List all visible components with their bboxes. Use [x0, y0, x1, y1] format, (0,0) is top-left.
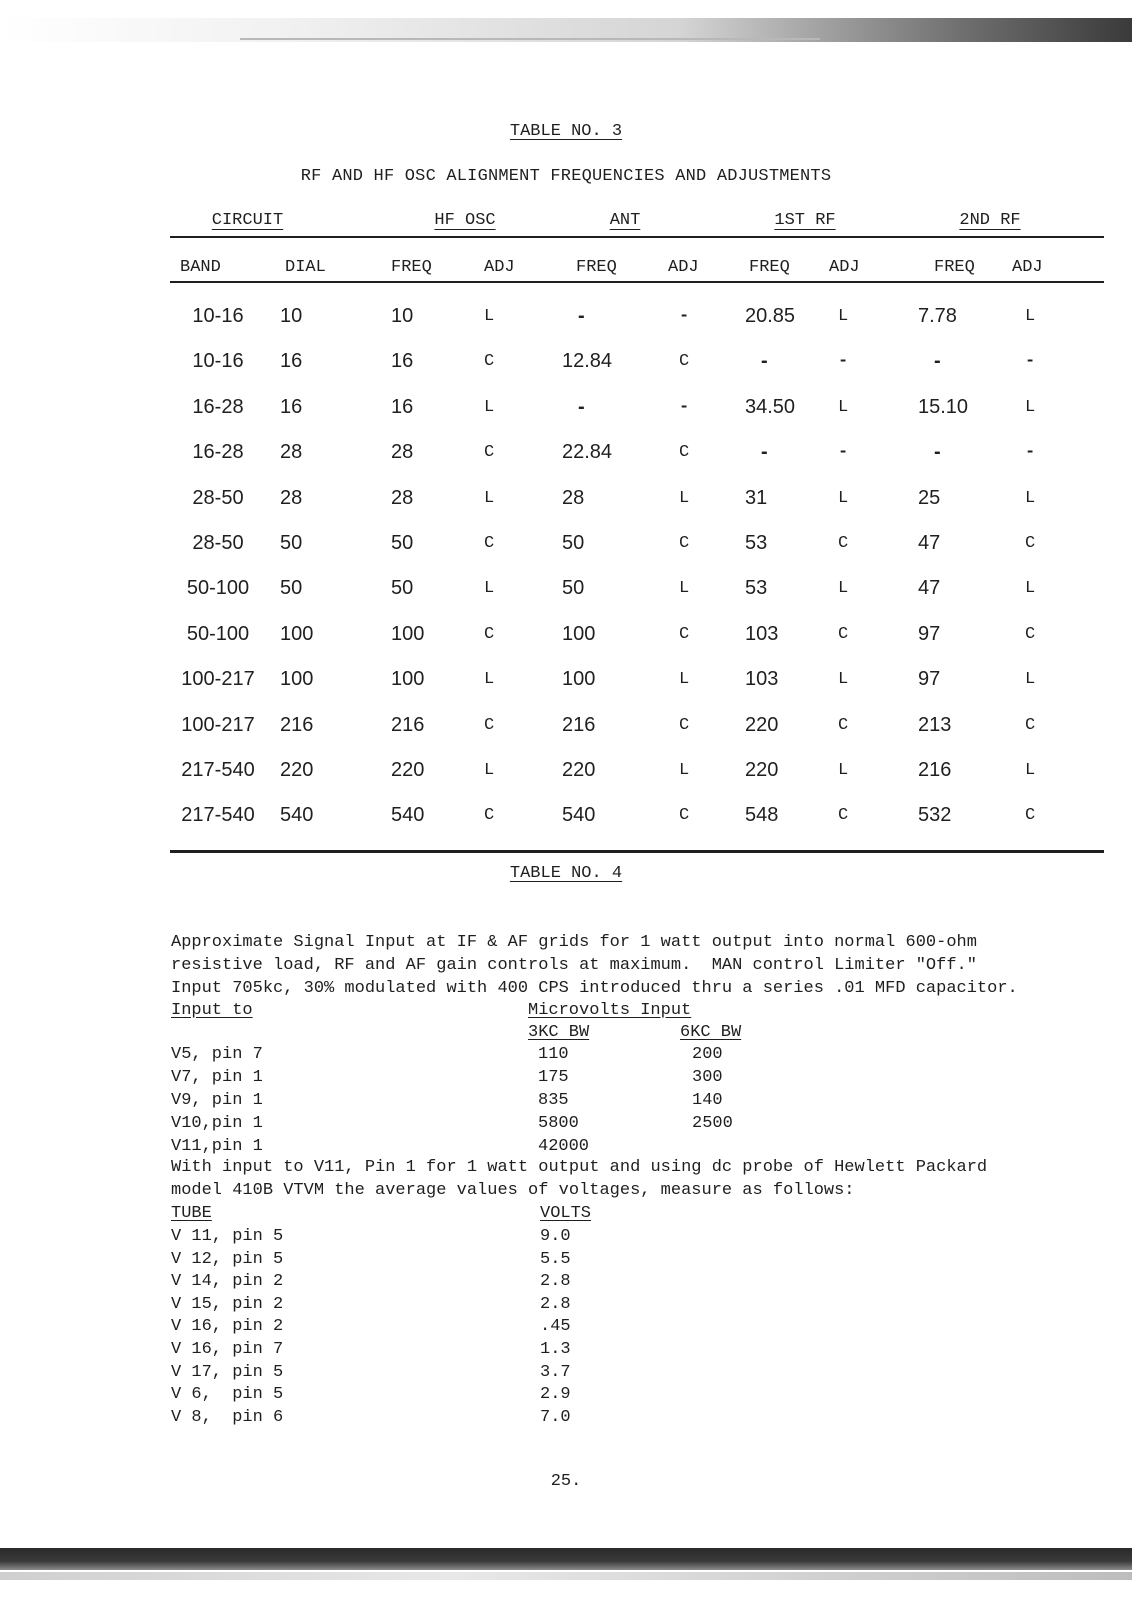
dial-cell: 16 [280, 350, 303, 373]
band-cell: 10-16 [192, 305, 244, 327]
rf1-freq-cell: 53 [745, 532, 768, 554]
dial-cell: 16 [280, 395, 303, 418]
bw6-value: 300 [692, 1068, 723, 1087]
volts-value: 5.5 [540, 1249, 571, 1269]
volts-value: 2.9 [540, 1385, 571, 1405]
rf1-freq-cell: - [761, 441, 768, 464]
table-row [0, 714, 1132, 744]
voltage-intro [171, 1156, 987, 1202]
rf2-freq-cell: 216 [918, 759, 952, 781]
ant-adj-cell: C [679, 624, 690, 644]
ant-adj-cell: L [679, 579, 690, 599]
ant-adj-cell: - [679, 397, 690, 417]
table-row [0, 623, 1132, 653]
band-cell: 10-16 [192, 350, 244, 373]
rf2-freq-cell: 97 [918, 622, 941, 645]
tube-pin: V 14, pin 2 [171, 1272, 284, 1292]
bw3-value: 110 [538, 1045, 569, 1064]
col-header-dial: DIAL [285, 258, 326, 277]
volts-value: 2.8 [540, 1294, 571, 1314]
table4-intro [171, 931, 1018, 1000]
rf2-freq-cell: 47 [918, 577, 941, 600]
rf2-freq-cell: 47 [918, 532, 941, 554]
rf1-adj-cell: - [838, 443, 849, 463]
hf-freq-cell: 16 [391, 350, 414, 373]
hf-freq-cell: 16 [391, 395, 414, 418]
table3-bottom-rule [170, 850, 1104, 853]
rf1-freq-cell: 34.50 [745, 395, 796, 418]
hf-freq-cell: 10 [391, 305, 414, 327]
table-row [0, 305, 1132, 335]
hf-adj-cell: C [484, 806, 495, 826]
hf-adj-cell: C [484, 534, 495, 553]
rf2-adj-cell: L [1025, 761, 1036, 780]
rf1-freq-cell: 20.85 [745, 305, 796, 327]
hf-freq-cell: 100 [391, 622, 425, 645]
col-header-ant-freq: FREQ [576, 258, 617, 277]
tube-pin: V 16, pin 2 [171, 1317, 284, 1337]
volts-value: 1.3 [540, 1340, 571, 1359]
tube-pin: V 12, pin 5 [171, 1249, 284, 1269]
col-header-ant-adj: ADJ [668, 258, 699, 277]
table4-title: TABLE NO. 4 [509, 864, 623, 883]
page-number: 25. [550, 1472, 582, 1491]
table3-header-rule [170, 281, 1104, 283]
ant-adj-cell: L [679, 488, 690, 508]
ant-adj-cell: C [679, 715, 690, 735]
rf2-freq-cell: 7.78 [918, 305, 957, 327]
rf1-freq-cell: 548 [745, 804, 779, 827]
input-to-header: Input to [171, 1001, 253, 1020]
tube-header: TUBE [171, 1204, 212, 1223]
hf-freq-cell: 50 [391, 532, 414, 554]
dial-cell: 28 [280, 441, 303, 464]
table-row [0, 441, 1132, 471]
rf2-adj-cell: C [1025, 624, 1036, 644]
ant-adj-cell: C [679, 534, 690, 553]
band-cell: 100-217 [181, 713, 255, 736]
volts-value: 3.7 [540, 1362, 571, 1382]
hf-adj-cell: C [484, 352, 495, 372]
volts-value: 2.8 [540, 1272, 571, 1292]
rf1-freq-cell: 103 [745, 622, 779, 645]
band-cell: 50-100 [186, 577, 250, 600]
hf-freq-cell: 216 [391, 713, 425, 736]
rf2-adj-cell: L [1025, 579, 1036, 599]
col-header-rf1-freq: FREQ [749, 258, 790, 277]
rf1-adj-cell: - [838, 352, 849, 372]
band-cell: 50-100 [186, 622, 250, 645]
rf2-adj-cell: C [1025, 715, 1036, 735]
hf-freq-cell: 540 [391, 804, 425, 827]
bw6-value: 2500 [692, 1114, 733, 1133]
group-hf-osc: HF OSC [434, 211, 496, 230]
rf2-adj-cell: L [1025, 488, 1036, 508]
ant-freq-cell: 216 [562, 713, 596, 736]
hf-adj-cell: C [484, 443, 495, 463]
rf1-adj-cell: C [838, 806, 849, 826]
ant-freq-cell: 220 [562, 759, 596, 781]
table-row [0, 668, 1132, 698]
table-row [0, 759, 1132, 789]
rf1-adj-cell: C [838, 534, 849, 553]
dial-cell: 216 [280, 713, 314, 736]
intro-line: Approximate Signal Input at IF & AF grids for 1 watt output into normal 600-ohm [171, 933, 977, 952]
col-header-hf-adj: ADJ [484, 258, 515, 277]
rf1-freq-cell: 220 [745, 713, 779, 736]
hf-adj-cell: L [484, 761, 495, 780]
band-cell: 16-28 [192, 395, 244, 418]
intro-line: Input 705kc, 30% modulated with 400 CPS introduced thru a series .01 MFD capacitor. [171, 979, 1018, 998]
hf-adj-cell: L [484, 488, 495, 508]
tube-pin: V 6, pin 5 [171, 1385, 284, 1405]
rf2-freq-cell: 25 [918, 486, 941, 509]
band-cell: 28-50 [192, 486, 244, 509]
bw3-value: 42000 [538, 1137, 590, 1156]
tube-pin: V 11, pin 5 [171, 1227, 284, 1246]
ant-freq-cell: 50 [562, 577, 585, 600]
bw6-header: 6KC BW [680, 1023, 742, 1042]
scan-line-top [240, 38, 820, 40]
voltage-intro-line: model 410B VTVM the average values of voltages, measure as follows: [171, 1181, 855, 1200]
rf2-freq-cell: 213 [918, 713, 952, 736]
dial-cell: 100 [280, 668, 314, 691]
rf2-adj-cell: - [1025, 443, 1036, 463]
rf2-adj-cell: L [1025, 670, 1036, 690]
rf2-freq-cell: 532 [918, 804, 952, 827]
rf1-adj-cell: L [838, 488, 849, 508]
volts-value: .45 [540, 1317, 571, 1337]
table-row [0, 487, 1132, 517]
hf-freq-cell: 50 [391, 577, 414, 600]
ant-adj-cell: L [679, 761, 690, 780]
table-row [0, 350, 1132, 380]
scan-edge-bottom-light [0, 1572, 1132, 1580]
microvolts-header: Microvolts Input [528, 1001, 692, 1020]
dial-cell: 10 [280, 305, 303, 327]
group-2nd-rf: 2ND RF [959, 211, 1021, 230]
ant-adj-cell: - [679, 307, 690, 326]
table3-title: TABLE NO. 3 [509, 122, 623, 141]
rf1-adj-cell: L [838, 579, 849, 599]
col-header-rf2-adj: ADJ [1012, 258, 1043, 277]
hf-adj-cell: C [484, 715, 495, 735]
bw6-value: 200 [692, 1045, 723, 1064]
rf2-adj-cell: C [1025, 534, 1036, 553]
bw3-value: 835 [538, 1091, 569, 1110]
hf-adj-cell: L [484, 307, 495, 326]
rf2-freq-cell: - [934, 350, 941, 373]
ant-adj-cell: C [679, 806, 690, 826]
ant-freq-cell: 100 [562, 668, 596, 691]
ant-adj-cell: L [679, 670, 690, 690]
rf1-adj-cell: L [838, 307, 849, 326]
rf1-adj-cell: L [838, 670, 849, 690]
intro-line: resistive load, RF and AF gain controls at maximum. MAN control Limiter "Off." [171, 956, 977, 975]
rf1-adj-cell: C [838, 715, 849, 735]
band-cell: 28-50 [192, 532, 244, 554]
band-cell: 217-540 [181, 804, 255, 827]
bw6-value: 140 [692, 1091, 723, 1110]
rf2-adj-cell: L [1025, 307, 1036, 326]
volts-value: 9.0 [540, 1227, 571, 1246]
rf2-adj-cell: - [1025, 352, 1036, 372]
input-pin: V9, pin 1 [171, 1091, 263, 1110]
rf1-freq-cell: 31 [745, 486, 768, 509]
table3-subtitle: RF AND HF OSC ALIGNMENT FREQUENCIES AND ADJUSTMENTS [300, 167, 832, 186]
tube-pin: V 15, pin 2 [171, 1294, 284, 1314]
group-ant: ANT [609, 211, 641, 230]
rf1-adj-cell: L [838, 761, 849, 780]
rf1-adj-cell: L [838, 397, 849, 417]
ant-adj-cell: C [679, 352, 690, 372]
rf1-freq-cell: 103 [745, 668, 779, 691]
input-pin: V5, pin 7 [171, 1045, 263, 1064]
tube-pin: V 8, pin 6 [171, 1407, 284, 1427]
group-1st-rf: 1ST RF [774, 211, 836, 230]
hf-adj-cell: C [484, 624, 495, 644]
col-header-band: BAND [180, 258, 221, 277]
ant-freq-cell: 50 [562, 532, 585, 554]
rf2-adj-cell: L [1025, 397, 1036, 417]
rf1-freq-cell: 53 [745, 577, 768, 600]
hf-adj-cell: L [484, 397, 495, 417]
band-cell: 100-217 [181, 668, 255, 691]
rf1-adj-cell: C [838, 624, 849, 644]
ant-freq-cell: 540 [562, 804, 596, 827]
band-cell: 217-540 [181, 759, 255, 781]
rf1-freq-cell: 220 [745, 759, 779, 781]
table-row [0, 532, 1132, 562]
bw3-value: 175 [538, 1068, 569, 1087]
rf2-freq-cell: 15.10 [918, 395, 969, 418]
hf-freq-cell: 220 [391, 759, 425, 781]
col-header-rf1-adj: ADJ [829, 258, 860, 277]
group-circuit: CIRCUIT [211, 211, 284, 230]
col-header-rf2-freq: FREQ [934, 258, 975, 277]
ant-freq-cell: - [578, 305, 585, 327]
table-row [0, 577, 1132, 607]
col-header-hf-freq: FREQ [391, 258, 432, 277]
dial-cell: 220 [280, 759, 314, 781]
dial-cell: 50 [280, 532, 303, 554]
volts-header: VOLTS [540, 1204, 592, 1223]
bw3-value: 5800 [538, 1114, 579, 1133]
volts-value: 7.0 [540, 1407, 571, 1427]
bw3-header: 3KC BW [528, 1023, 590, 1042]
ant-freq-cell: 12.84 [562, 350, 613, 373]
rf2-freq-cell: 97 [918, 668, 941, 691]
rf2-freq-cell: - [934, 441, 941, 464]
input-pin: V10,pin 1 [171, 1114, 263, 1133]
hf-freq-cell: 28 [391, 486, 414, 509]
dial-cell: 100 [280, 622, 314, 645]
ant-freq-cell: - [578, 395, 585, 418]
ant-adj-cell: C [679, 443, 690, 463]
ant-freq-cell: 22.84 [562, 441, 613, 464]
input-pin: V11,pin 1 [171, 1137, 263, 1156]
dial-cell: 28 [280, 486, 303, 509]
hf-freq-cell: 100 [391, 668, 425, 691]
hf-adj-cell: L [484, 579, 495, 599]
scan-edge-bottom [0, 1548, 1132, 1570]
rf2-adj-cell: C [1025, 806, 1036, 826]
band-cell: 16-28 [192, 441, 244, 464]
rf1-freq-cell: - [761, 350, 768, 373]
table-row [0, 804, 1132, 834]
hf-freq-cell: 28 [391, 441, 414, 464]
tube-pin: V 16, pin 7 [171, 1340, 284, 1359]
voltage-intro-line: With input to V11, Pin 1 for 1 watt output and using dc probe of Hewlett Packard [171, 1158, 988, 1177]
hf-adj-cell: L [484, 670, 495, 690]
ant-freq-cell: 28 [562, 486, 585, 509]
dial-cell: 50 [280, 577, 303, 600]
table3-top-rule [170, 236, 1104, 238]
table-row [0, 396, 1132, 426]
input-pin: V7, pin 1 [171, 1068, 263, 1087]
dial-cell: 540 [280, 804, 314, 827]
tube-pin: V 17, pin 5 [171, 1362, 284, 1382]
ant-freq-cell: 100 [562, 622, 596, 645]
